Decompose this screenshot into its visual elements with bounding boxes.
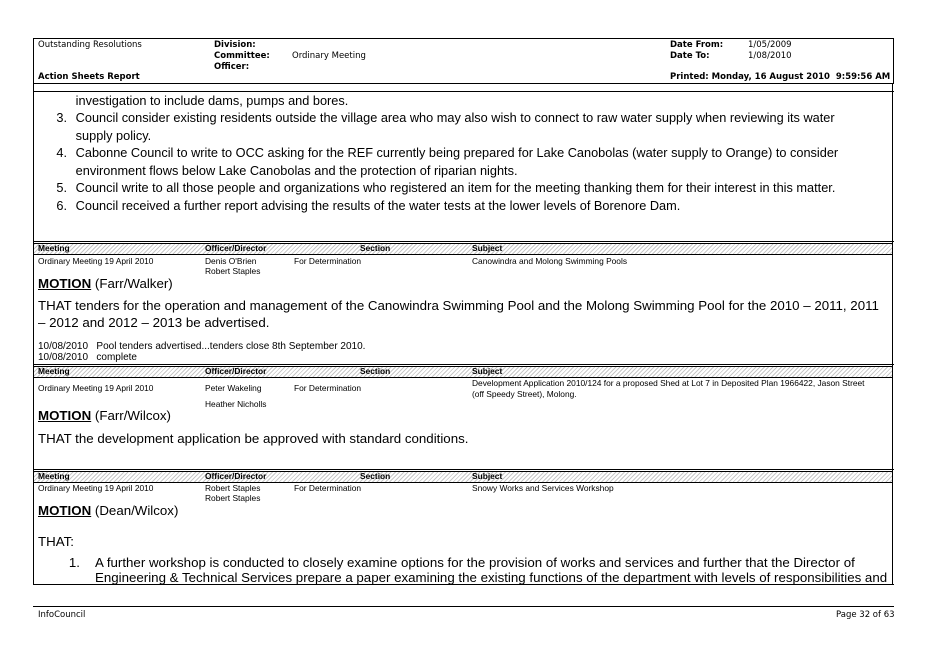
col-subject: Subject bbox=[472, 243, 503, 253]
meeting-value: Ordinary Meeting 19 April 2010 bbox=[38, 383, 154, 393]
that-heading: THAT: bbox=[38, 534, 74, 549]
column-header-bar bbox=[34, 243, 892, 255]
officer-label: Officer: bbox=[214, 62, 250, 72]
col-meeting: Meeting bbox=[38, 366, 70, 376]
officer-value: Robert Staples bbox=[205, 266, 261, 276]
report-name: Outstanding Resolutions bbox=[38, 40, 142, 50]
col-subject: Subject bbox=[472, 366, 503, 376]
meeting-value: Ordinary Meeting 19 April 2010 bbox=[38, 256, 154, 266]
motion-body: THAT the development application be approved with standard conditions. bbox=[38, 431, 469, 446]
item-separator bbox=[33, 241, 894, 242]
list-number: 5. bbox=[56, 180, 68, 195]
note-line bbox=[38, 341, 365, 352]
col-meeting: Meeting bbox=[38, 243, 70, 253]
officer-value: Peter Wakeling bbox=[205, 383, 262, 393]
motion-body: THAT tenders for the operation and management of the Canowindra Swimming Pool and the Molong Swimming Pool for the 2010 – 2011, 2011 bbox=[38, 298, 879, 313]
motion-label: MOTION bbox=[38, 503, 92, 518]
date-to-label: Date To: bbox=[670, 51, 710, 61]
report-type: Action Sheets Report bbox=[38, 72, 140, 82]
col-officer: Officer/Director bbox=[205, 243, 267, 253]
note-text: Pool tenders advertised...tenders close 8th September 2010. bbox=[96, 341, 366, 352]
date-from-label: Date From: bbox=[670, 40, 724, 50]
note-text: complete bbox=[96, 352, 137, 363]
list-number: 1. bbox=[68, 555, 80, 570]
motion-movers: (Farr/Walker) bbox=[94, 276, 173, 291]
motion-label: MOTION bbox=[38, 408, 92, 423]
list-line: environment flows below Lake Canobolas and the protection of riparian nights. bbox=[75, 163, 518, 178]
note-line bbox=[38, 352, 137, 363]
list-line: investigation to include dams, pumps and bores. bbox=[75, 93, 349, 108]
officer-value: Robert Staples bbox=[205, 493, 261, 503]
col-officer: Officer/Director bbox=[205, 366, 267, 376]
committee-label: Committee: bbox=[214, 51, 270, 61]
subject-value: Canowindra and Molong Swimming Pools bbox=[472, 256, 628, 266]
list-line: Council received a further report advising the results of the water tests at the lower levels of Borenore Dam. bbox=[75, 198, 681, 213]
subject-value: Development Application 2010/124 for a proposed Shed at Lot 7 in Deposited Plan 1966422, Jason Street bbox=[472, 378, 865, 388]
footer-rule bbox=[33, 606, 894, 607]
meeting-value: Ordinary Meeting 19 April 2010 bbox=[38, 483, 154, 493]
col-meeting: Meeting bbox=[38, 471, 70, 481]
column-header-bar bbox=[34, 471, 892, 483]
list-number: 6. bbox=[56, 198, 68, 213]
list-line: supply policy. bbox=[75, 128, 152, 143]
motion-body: – 2012 and 2012 – 2013 be advertised. bbox=[38, 315, 270, 330]
division-label: Division: bbox=[214, 40, 256, 50]
motion-heading bbox=[38, 408, 171, 424]
col-section: Section bbox=[360, 471, 391, 481]
subject-value: Snowy Works and Services Workshop bbox=[472, 483, 614, 493]
printed-line bbox=[670, 72, 890, 83]
subject-value: (off Speedy Street), Molong. bbox=[472, 389, 577, 399]
frame-left bbox=[33, 84, 34, 585]
printed-time: 9:59:56 AM bbox=[835, 72, 891, 82]
date-from-value: 1/05/2009 bbox=[748, 40, 792, 50]
motion-movers: (Farr/Wilcox) bbox=[94, 408, 171, 423]
printed-value: Monday, 16 August 2010 bbox=[711, 72, 830, 82]
col-subject: Subject bbox=[472, 471, 503, 481]
section-value: For Determination bbox=[294, 383, 362, 393]
printed-label: Printed: bbox=[670, 72, 709, 82]
officer-value: Heather Nicholls bbox=[205, 399, 267, 409]
list-line: Council write to all those people and organizations who registered an item for the meeting thanking them for their interest in this matter. bbox=[75, 180, 836, 195]
list-number: 4. bbox=[56, 145, 68, 160]
frame-right bbox=[892, 84, 893, 585]
item-separator bbox=[33, 469, 894, 470]
motion-body: A further workshop is conducted to closely examine options for the provision of works and services and further that the Director of bbox=[95, 555, 855, 570]
committee-value: Ordinary Meeting bbox=[292, 51, 366, 61]
officer-value: Denis O'Brien bbox=[205, 256, 257, 266]
officer-value: Robert Staples bbox=[205, 483, 261, 493]
date-to-value: 1/08/2010 bbox=[748, 51, 792, 61]
list-number: 3. bbox=[56, 110, 68, 125]
motion-body: Engineering & Technical Services prepare a paper examining the existing functions of the department with levels of responsibilities and bbox=[95, 570, 888, 585]
motion-label: MOTION bbox=[38, 276, 92, 291]
motion-heading bbox=[38, 276, 173, 292]
list-line: Council consider existing residents outside the village area who may also wish to connect to raw water supply when reviewing its water bbox=[75, 110, 835, 125]
col-section: Section bbox=[360, 366, 391, 376]
list-line: Cabonne Council to write to OCC asking for the REF currently being prepared for Lake Canobolas (water supply to Orange) to consider bbox=[75, 145, 839, 160]
item-separator bbox=[33, 364, 894, 365]
column-header-bar bbox=[34, 366, 892, 378]
footer-right: Page 32 of 63 bbox=[836, 610, 895, 620]
col-officer: Officer/Director bbox=[205, 471, 267, 481]
motion-movers: (Dean/Wilcox) bbox=[94, 503, 179, 518]
note-date: 10/08/2010 bbox=[38, 341, 89, 352]
footer-left: InfoCouncil bbox=[38, 610, 86, 620]
col-section: Section bbox=[360, 243, 391, 253]
section-value: For Determination bbox=[294, 483, 362, 493]
motion-heading bbox=[38, 503, 178, 519]
note-date: 10/08/2010 bbox=[38, 352, 89, 363]
section-value: For Determination bbox=[294, 256, 362, 266]
